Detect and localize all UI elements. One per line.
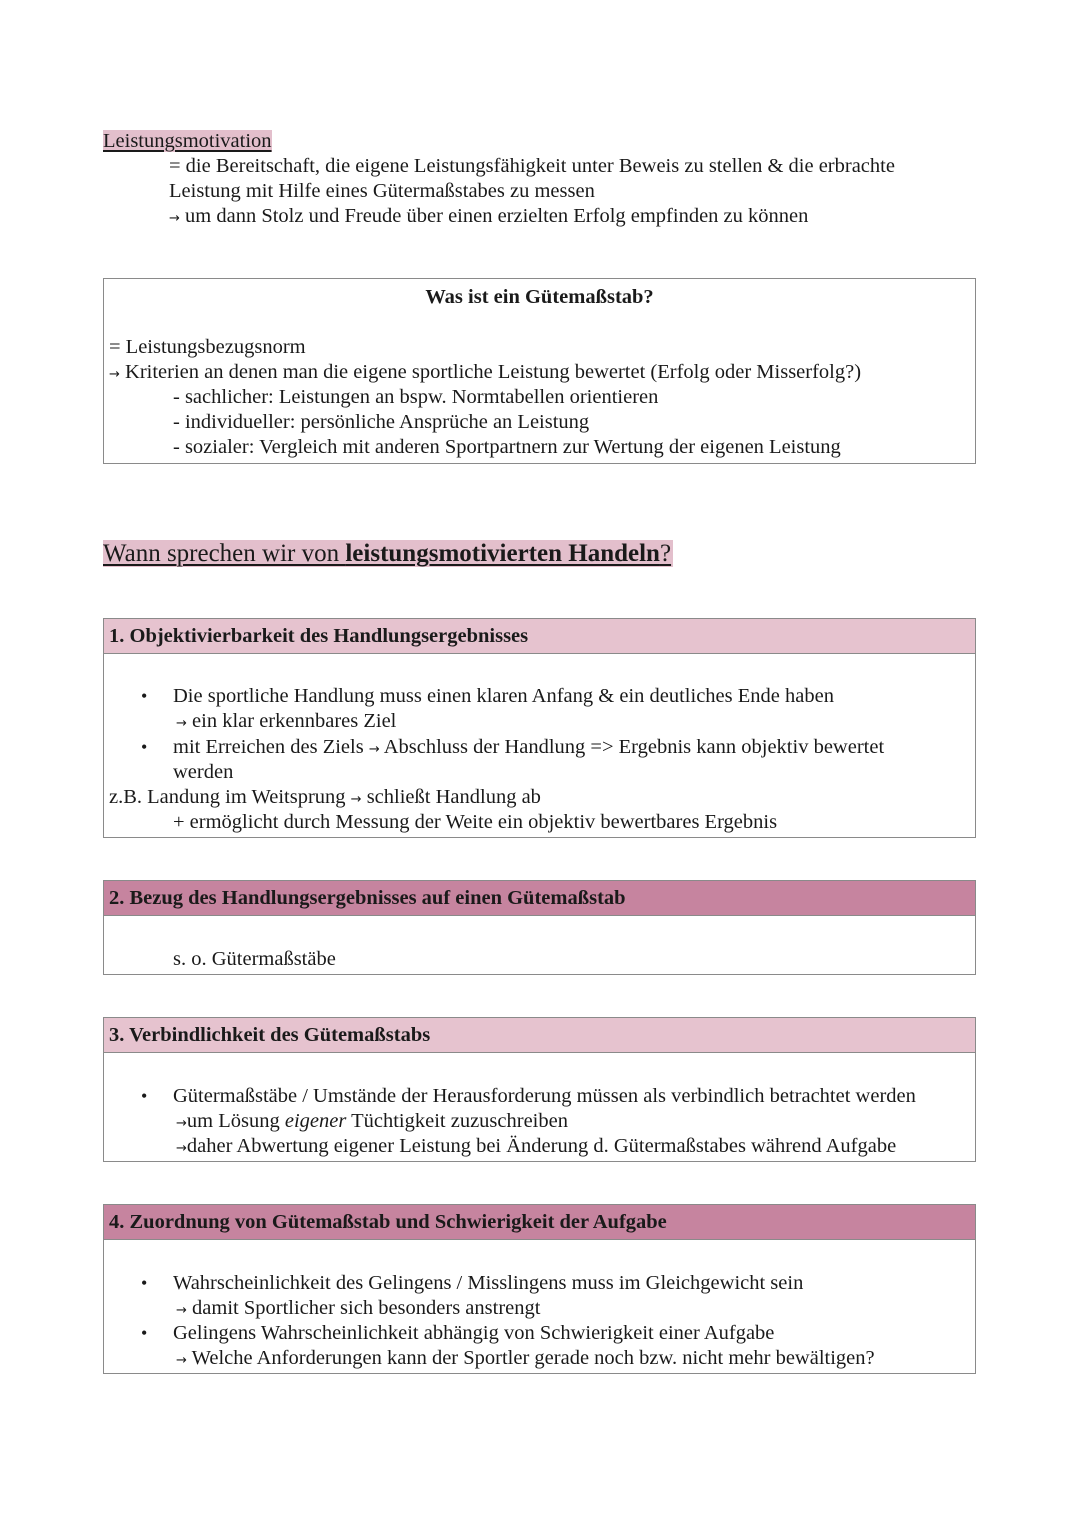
intro-term: Leistungsmotivation [103, 130, 272, 152]
bullet-icon: • [141, 686, 148, 706]
guetemassstab-line2: → Kriterien an denen man die eigene sportliche Leistung bewertet (Erfolg oder Misserfolg?) [109, 361, 862, 383]
arrow-icon: → [350, 792, 362, 807]
section-4-header: 4. Zuordnung von Gütemaßstab und Schwierigkeit der Aufgabe [104, 1205, 975, 1240]
arrow-icon: → [176, 1353, 187, 1368]
arrow-icon: → [176, 716, 187, 731]
section-1-example-cont: + ermöglicht durch Messung der Weite ein objektiv bewertbares Ergebnis [173, 811, 778, 833]
section-4-bullet2-sub: → Welche Anforderungen kann der Sportler gerade noch bzw. nicht mehr bewältigen? [176, 1347, 875, 1369]
section-4-bullet1-sub: → damit Sportlicher sich besonders anstrengt [176, 1297, 541, 1319]
section-3-header: 3. Verbindlichkeit des Gütemaßstabs [104, 1018, 975, 1053]
bullet-icon: • [141, 1086, 148, 1106]
bullet-icon: • [141, 1323, 148, 1343]
section-1-bullet2: mit Erreichen des Ziels → Abschluss der Handlung => Ergebnis kann objektiv bewertet [173, 736, 885, 758]
section-1-header: 1. Objektivierbarkeit des Handlungsergebnisses [104, 619, 975, 654]
section-1-bullet2-cont: werden [173, 761, 234, 783]
intro-definition-line2: Leistung mit Hilfe eines Gütermaßstabes zu messen [169, 180, 595, 202]
guetemassstab-line1: = Leistungsbezugsnorm [109, 336, 306, 358]
section-4-box [103, 1204, 976, 1374]
section-2-text: s. o. Gütermaßstäbe [173, 948, 336, 970]
bullet-icon: • [141, 1273, 148, 1293]
section-1-bullet1-sub: → ein klar erkennbares Ziel [176, 710, 397, 732]
section-4-bullet2: Gelingens Wahrscheinlichkeit abhängig von Schwierigkeit einer Aufgabe [173, 1322, 775, 1344]
section-3-box [103, 1017, 976, 1162]
section-1-bullet1: Die sportliche Handlung muss einen klaren Anfang & ein deutliches Ende haben [173, 685, 834, 707]
arrow-icon: → [176, 1303, 187, 1318]
guetemassstab-item: - sachlicher: Leistungen an bspw. Normtabellen orientieren [173, 386, 659, 408]
arrow-icon: → [176, 1116, 187, 1131]
section-1-box [103, 618, 976, 838]
arrow-icon: → [169, 211, 180, 226]
section-2-box [103, 880, 976, 975]
section-3-bullet1: Gütermaßstäbe / Umstände der Herausforderung müssen als verbindlich betrachtet werden [173, 1085, 916, 1107]
guetemassstab-title: Was ist ein Gütemaßstab? [425, 286, 654, 308]
section-3-sub1: →um Lösung eigener Tüchtigkeit zuzuschreiben [176, 1110, 568, 1132]
arrow-icon: → [109, 367, 120, 382]
guetemassstab-box [103, 278, 976, 464]
guetemassstab-item: - individueller: persönliche Ansprüche an Leistung [173, 411, 590, 433]
arrow-icon: → [368, 742, 380, 757]
question-heading: Wann sprechen wir von leistungsmotivierten Handeln? [103, 540, 672, 567]
section-3-sub2: →daher Abwertung eigener Leistung bei Änderung d. Gütermaßstabes während Aufgabe [176, 1135, 897, 1157]
section-1-example: z.B. Landung im Weitsprung → schließt Handlung ab [109, 786, 541, 808]
arrow-icon: → [176, 1141, 187, 1156]
guetemassstab-item: - sozialer: Vergleich mit anderen Sportpartnern zur Wertung der eigenen Leistung [173, 436, 841, 458]
section-4-bullet1: Wahrscheinlichkeit des Gelingens / Misslingens muss im Gleichgewicht sein [173, 1272, 804, 1294]
section-2-header: 2. Bezug des Handlungsergebnisses auf einen Gütemaßstab [104, 881, 975, 916]
intro-definition-line3: → um dann Stolz und Freude über einen erzielten Erfolg empfinden zu können [169, 205, 809, 227]
intro-definition-line1: = die Bereitschaft, die eigene Leistungsfähigkeit unter Beweis zu stellen & die erbrachte [169, 155, 895, 177]
bullet-icon: • [141, 737, 148, 757]
